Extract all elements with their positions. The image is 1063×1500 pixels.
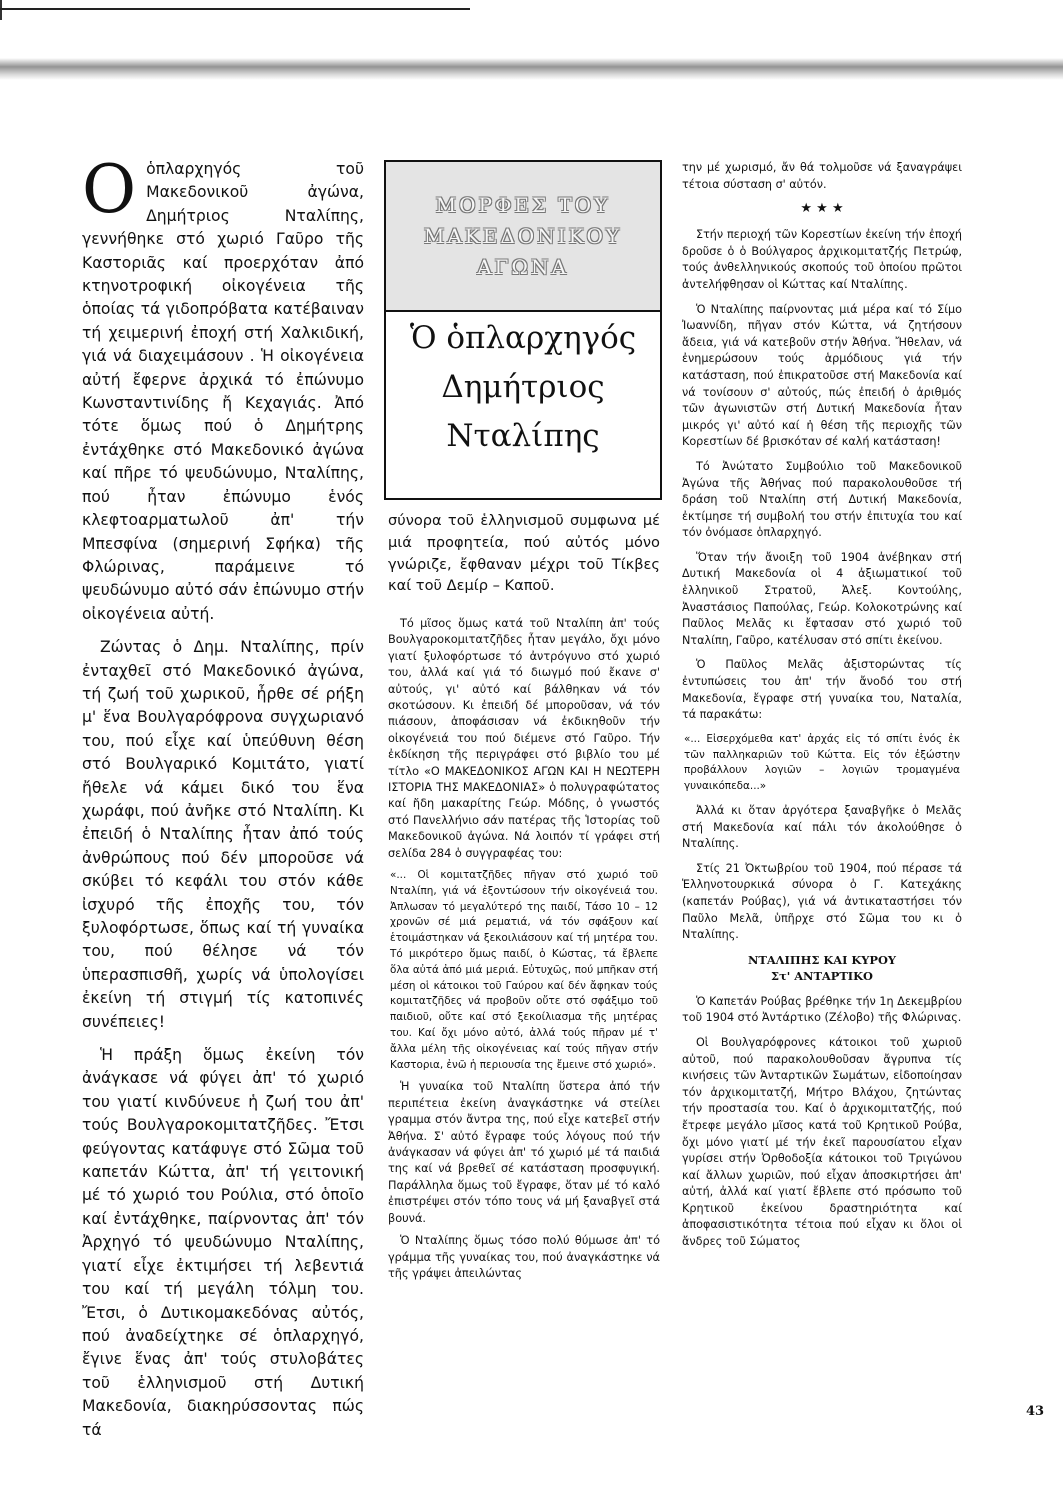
paragraph: σύνορα τοῦ ἑλληνισμοῦ συμφωνα μέ μιά προφητεία, πού αὐτός μόνο γνώριζε, ἔφθαναν μέχρι τοῦ Τίκβες καί τοῦ Δεμίρ – Καποῦ. [388, 512, 660, 595]
block-quote [682, 732, 962, 795]
paragraph: Ὁ Παῦλος Μελᾶς ἀξιστορώντας τίς ἐντυπώσεις του ἀπ' τήν ἄνοδό του στή Μακεδονία, ἔγραφε στή γυναίκα του, Ναταλία, τά παρακάτω: [682, 658, 962, 722]
paragraph: Ἡ γυναίκα τοῦ Νταλίπη ὕστερα ἀπό τήν περιπέτεια ἐκείνη ἀναγκάστηκε νά στείλει γραμμα στόν ἄντρα της, πού εἶχε κατεβεῖ στήν Ἀθήνα. Σ' αὐτό ἔγραφε τούς λόγους πού τήν ἀνάγκασαν νά φύγει ἀπ' τό χωριό μέ τά παιδιά της καί νά βρεθεῖ σέ κατάσταση προσφυγική. Παράλληλα ὅμως τοῦ ἔγραφε, ὅταν μέ τό καλό ἐπιστρέψει στόν τόπο τους νά μή ξαναβγεῖ στά βουνά. [388, 1080, 660, 1225]
paragraph: Ἡ πράξη ὅμως ἐκείνη τόν ἀνάγκασε νά φύγει ἀπ' τό χωριό του γιατί κινδύνευε ἡ ζωή του ἀπ' τούς Βουλγαροκομιτατζῆδες. Ἔτσι φεύγοντας κατάφυγε στό Σῶμα τοῦ καπετάν Κώττα, ἀπ' τή γειτονική μέ τό χωριό του Ρούλια, στό ὁποῖο καί ἐντάχθηκε, παίρνοντας ἀπ' τόν Ἀρχηγό τό ψευδώνυμο Νταλίπης, γιατί εἶχε ἐκτιμήσει τή λεβεντιά του καί τή μεγάλη τόλμη του. Ἔτσι, ὁ Δυτικομακεδόνας αὐτός, πού ἀναδείχτηκε σέ ὁπλαρχηγό, ἔγινε ἕνας ἀπ' τούς στυλοβάτες τοῦ ἑλληνισμοῦ στή Δυτική Μακεδονία, διακηρύσσοντας πώς τά [82, 1046, 364, 1439]
section-heading [682, 952, 962, 984]
article-title [386, 314, 660, 461]
page-number: 43 [1026, 1404, 1045, 1419]
quote-text: «... Εἰσερχόμεθα κατ' ἀρχάς εἰς τό σπίτι ἑνός ἐκ τῶν παλληκαριῶν τοῦ Κώττα. Εἰς τόν ἐξώστην προβάλλουν λογιῶν – λογιῶν τρομαγμένα γυναικόπεδα...» [684, 732, 960, 793]
paragraph: Τό Ἀνώτατο Συμβούλιο τοῦ Μακεδονικοῦ Ἀγώνα τῆς Ἀθήνας πού παρακολουθοῦσε τή δράση τοῦ Νταλίπη στή Δυτική Μακεδονία, ἐκτίμησε τή συμβολή του στήν ἐπιτυχία του καί τόν ὀνόμασε ὁπλαρχηγό. [682, 459, 962, 540]
article-column-3 [682, 160, 962, 1259]
article-column-2-lead [388, 510, 660, 597]
paragraph: την μέ χωρισμό, ἄν θά τολμοῦσε νά ξαναγράψει τέτοια σύσταση σ' αὐτόν. [682, 161, 962, 191]
paragraph: Ὅταν τήν ἄνοιξη τοῦ 1904 ἀνέβηκαν στή Δυτική Μακεδονία οἱ 4 ἀξιωματικοί τοῦ ἑλληνικοῦ Στρατοῦ, Ἀλεξ. Κοντούλης, Ἀναστάσιος Παπούλας, Γεώρ. Κολοκοτρώνης καί Παῦλος Μελᾶς κι ἔφτασαν στό χωριό τοῦ Νταλίπη, Γαῦρο, κατέλυσαν στό σπίτι ἐκείνου. [682, 550, 962, 647]
series-line: ΑΓΩΝΑ [477, 254, 569, 279]
paragraph: Τό μῖσος ὅμως κατά τοῦ Νταλίπη ἀπ' τούς Βουλγαροκομιτατζῆδες ἦταν μεγάλο, ὄχι μόνο γιατί ξυλοφόρτωσε τό ἀντρόγυνο στό χωριό του, ἀλλά καί γιά τό διωγμό πού ἔκανε σ' αὐτούς, γι' αὐτό καί βάλθηκαν νά τόν σκοτώσουν. Κι ἐπειδή δέ μποροῦσαν, νά τόν πιάσουν, ἀποφάσισαν νά ἐκδικηθοῦν τήν οἰκογένειά του πού διέμενε στό Γαῦρο. Τήν ἐκδίκηση τῆς περιγράφει στό βιβλίο του μέ τίτλο «Ο ΜΑΚΕΔΟΝΙΚΟΣ ΑΓΩΝ ΚΑΙ Η ΝΕΩΤΕΡΗ ΙΣΤΟΡΙΑ ΤΗΣ ΜΑΚΕΔΟΝΙΑΣ» ὁ πολυγραφώτατος καί ἤδη μακαρίτης Γεώρ. Μόδης, ὁ γνωστός στό Πανελλήνιο σάν πατέρας τῆς Ἱστορίας τοῦ Μακεδονικοῦ ἀγώνα. Νά λοιπόν τί γράφει στή σελίδα 284 ὁ συγγραφέας του: [388, 617, 660, 860]
drop-cap: Ο [82, 151, 137, 228]
title-line: Νταλίπης [446, 418, 600, 454]
series-line: ΜΟΡΦΕΣ ΤΟΥ [435, 192, 611, 217]
paragraph: Οἱ Βουλγαρόφρονες κάτοικοι τοῦ χωριοῦ αὐτοῦ, πού παρακολουθοῦσαν ἄγρυπνα τίς κινήσεις τῶν Ἀνταρτικῶν Σωμάτων, εἰδοποίησαν τόν ἀρχικομιτατζή, Μήτρο Βλάχου, ζητώντας τήν προστασία του. Καί ὁ ἀρχικομιτατζής, πού ἔτρεφε μεγάλο μῖσος κατά τοῦ Κρητικοῦ Ρούβα, ὄχι μόνο γιατί μέ τήν ἐκεῖ παρουσίατου εἶχαν γυρίσει στήν Ὀρθοδοξία κάτοικοι τοῦ Τριγώνου καί ἄλλων χωριῶν, πού εἶχαν ἀποσκιρτήσει ἀπ' αὐτή, ἀλλά καί γιατί ἔβλεπε στό πρόσωπο τοῦ Κρητικοῦ ἐκείνου δραστηριότητα καί ἀποφασιστικότητα τέτοια πού εἶχαν κι ὅλοι οἱ ἄνδρες τοῦ Σώματος [682, 1035, 962, 1249]
scan-top-line [0, 8, 470, 10]
paragraph-text: ὁπλαρχηγός τοῦ Μακεδονικοῦ ἀγώνα, Δημήτριος Νταλίπης, γεννήθηκε στό χωριό Γαῦρο τῆς Καστοριᾶς καί προερχόταν ἀπό κτηνοτροφική οἰκογένεια τῆς ὁποίας τά γιδοπρόβατα κατέβαιναν τή χειμερινή ἐποχή στή Χαλκιδική, γιά νά διαχειμάσουν . Ἡ οἰκογένεια αὐτή ἔφερνε ἀρχικά τό ἐπώνυμο Κωνσταντινίδης ἤ Κεχαγιάς. Ἀπό τότε ὅμως πού ὁ Δημήτρης ἐντάχθηκε στό Μακεδονικό ἀγώνα καί πῆρε τό ψευδώνυμο, Νταλίπης, πού ἦταν ἐπώνυμο ἑνός κλεφτοαρματωλοῦ ἀπ' τήν Μπεσφίνα (σημερινή Σφήκα) τῆς Φλώρινας, παράμεινε τό ψευδώνυμο αὐτό σάν ἐπώνυμο στήν οἰκογένεια αὐτή. [82, 160, 364, 623]
article-column-1 [82, 151, 364, 1452]
paragraph: Στίς 21 Ὀκτωβρίου τοῦ 1904, πού πέρασε τά Ἑλληνοτουρκικά σύνορα ὁ Γ. Κατεχάκης (καπετάν Ρούβας), γιά νά ἀντικαταστήσει τόν Παῦλο Μελᾶ, ὑπῆρχε στό Σῶμα του κι ὁ Νταλίπης. [682, 861, 962, 942]
paragraph: Ὁ Νταλίπης παίρνοντας μιά μέρα καί τό Σίμο Ἰωαννίδη, πῆγαν στόν Κώττα, νά ζητήσουν ἄδεια, γιά νά κατεβοῦν στήν Ἀθήνα. Ἤθελαν, νά ἐνημερώσουν τούς ἁρμόδιους γιά τήν κατάσταση, πού ἐπικρατοῦσε στή Μακεδονία καί νά τονίσουν σ' αὐτούς, πώς ἐπειδή ὁ ἀριθμός τῶν ἀγωνιστῶν στή Δυτική Μακεδονία ἦταν μικρός γι' αὐτό καί ἡ θέση τῆς περιοχῆς τῶν Κορεστίων δέ βρισκόταν σέ καλή κατάσταση! [682, 302, 962, 449]
paragraph: Ἀλλά κι ὅταν ἀργότερα ξαναβγῆκε ὁ Μελᾶς στή Μακεδονία καί πάλι τόν ἀκολούθησε ὁ Νταλίπης. [682, 804, 962, 851]
title-line: Δημήτριος [441, 369, 605, 405]
section-break-stars: ★ ★ ★ [800, 201, 844, 217]
title-box [384, 160, 662, 500]
paragraph: Ὁ Νταλίπης ὅμως τόσο πολύ θύμωσε ἀπ' τό γράμμα τῆς γυναίκας του, πού ἀναγκάστηκε νά τῆς γράψει ἀπειλώντας [388, 1234, 660, 1280]
title-line: Ὁ ὁπλαρχηγός [409, 320, 637, 356]
paragraph [82, 151, 364, 626]
paragraph: Στήν περιοχή τῶν Κορεστίων ἐκείνη τήν ἐποχή δροῦσε ὁ ὁ Βούλγαρος ἀρχικομιτατζής Πετρώφ, τούς ἀνθελληνικούς σκοπούς τοῦ ὁποίου πρῶτοι ἀντελήφθησαν οἱ Κώττας καί Νταλίπης. [682, 228, 962, 291]
heading-line: Στ' ΑΝΤΑΡΤΙΚΟ [771, 968, 873, 983]
block-quote [388, 868, 660, 1073]
quote-text: «... Οἱ κομιτατζῆδες πῆγαν στό χωριό τοῦ Νταλίπη, γιά νά ἐξοντώσουν τήν οἰκογένειά του. Ἀπλωσαν τό μεγαλύτερό της παιδί, Τάσο 10 – 12 χρονῶν σέ μιά ρεματιά, νά τόν σφάξουν καί ἑτοιμάστηκαν νά ξεκοιλιάσουν καί τή μητέρα του. Τό μικρότερο ὅμως παιδί, ὁ Κώστας, τά ἔβλεπε ὅλα αὐτά ἀπό μιά μεριά. Εὐτυχῶς, πού μπῆκαν στή μέση οἱ κάτοικοι τοῦ Γαύρου καί δέν ἄφηκαν τούς κομιτατζῆδες νά προβοῦν οὔτε στό σφάξιμο τοῦ παιδιοῦ, οὔτε καί στό ξεκοίλιασμα τῆς μητέρας του. Καί ὄχι μόνο αὐτό, ἀλλά τούς πῆραν μέ τ' ἄλλα μέλη τῆς οἰκογένειας καί τούς πῆγαν στήν Καστορια, ἐνῶ ἡ περιουσία της ἔμεινε στό χωριό». [390, 869, 658, 1071]
paragraph: Ζώντας ὁ Δημ. Νταλίπης, πρίν ἐνταχθεῖ στό Μακεδονικό ἀγώνα, τή ζωή τοῦ χωρικοῦ, ἦρθε σέ ρήξη μ' ἕνα Βουλγαρόφρονα συγχωριανό του, πού εἶχε καί ὑπεύθυνη θέση στό Βουλγαρικό Κομιτάτο, γιατί ἤθελε νά κάμει δικό του ἕνα χωράφι, πού ἀνῆκε στό Νταλίπη. Κι ἐπειδή ὁ Νταλίπης ἦταν ἀπό τούς ἀνθρώπους πού δέν μποροῦσε νά σκύβει τό κεφάλι του στόν κάθε ἰσχυρό τῆς ἐποχῆς του, τόν ξυλοφόρτωσε, ὅπως καί τή γυναίκα του, πού θέλησε νά τόν ὑπερασπισθῆ, χωρίς νά ὑπολογίσει ἐκείνη τή στιγμή τίς κατοπινές συνέπειες! [82, 638, 364, 1031]
series-banner [386, 162, 660, 312]
scan-shadow-band [0, 58, 1063, 80]
heading-line: ΝΤΑΛΙΠΗΣ ΚΑΙ ΚΥΡΟΥ [747, 952, 897, 967]
series-line: ΜΑΚΕΔΟΝΙΚΟΥ [423, 223, 623, 248]
scan-edge-mark [0, 0, 2, 20]
paragraph: Ὁ Καπετάν Ρούβας βρέθηκε τήν 1η Δεκεμβρίου τοῦ 1904 στό Ἀντάρτικο (Ζέλοβο) τῆς Φλώρινας. [682, 994, 962, 1025]
article-column-2 [388, 616, 660, 1288]
